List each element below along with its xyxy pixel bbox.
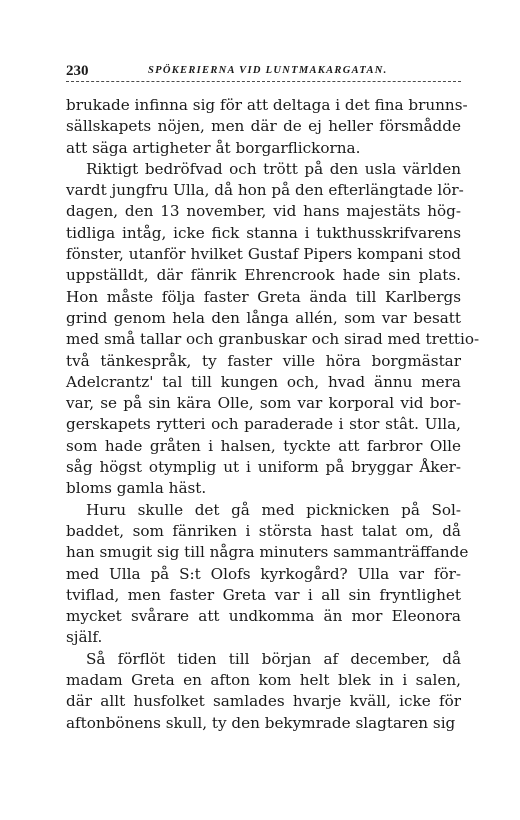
text-line: med små tallar och granbuskar och sirad med trettio- <box>66 330 480 349</box>
text-line: gerskapets rytteri och paraderade i stor stât. Ulla, <box>66 415 461 434</box>
text-line: med Ulla på S:t Olofs kyrkogård? Ulla var för- <box>66 564 461 583</box>
paragraph <box>66 95 468 159</box>
text-line: mycket svårare att undkomma än mor Eleonora <box>66 607 461 626</box>
text-line: aftonbönens skull, ty den bekymrade slagtaren sig <box>66 713 456 732</box>
text-line: baddet, som fänriken i största hast talat om, då <box>66 521 461 540</box>
text-line: dagen, den 13 november, vid hans majestäts hög- <box>66 202 461 221</box>
text-line: där allt husfolket samlades hvarje kväll, icke för <box>66 692 461 711</box>
text-line: Hon måste följa faster Greta ända till Karlbergs <box>66 287 461 306</box>
text-line: Riktigt bedröfvad och trött på den usla världen <box>86 159 461 178</box>
text-line: Adelcrantz' tal till kungen och, hvad ännu mera <box>66 372 461 391</box>
text-line: brukade infinna sig för att deltaga i det fina brunns- <box>66 96 468 114</box>
text-line: själf. <box>66 628 103 647</box>
header-rule <box>66 81 461 82</box>
text-line: madam Greta en afton kom helt blek in i salen, <box>66 671 461 690</box>
body-text <box>66 95 480 734</box>
text-line: vardt jungfru Ulla, då hon på den efterlängtade lör- <box>66 181 464 200</box>
paragraph <box>66 649 461 734</box>
running-title: SPÖKERIERNA VID LUNTMAKARGATAN. <box>148 65 388 76</box>
text-line: fönster, utanför hvilket Gustaf Pipers kompani stod <box>66 245 461 264</box>
text-line: Huru skulle det gå med picknicken på Sol- <box>86 500 461 519</box>
text-line: tviflad, men faster Greta var i all sin fryntlighet <box>66 585 461 604</box>
text-line: var, se på sin kära Olle, som var korporal vid bor- <box>66 394 461 413</box>
text-line: uppställdt, där fänrik Ehrencrook hade sin plats. <box>66 266 461 285</box>
text-line: sällskapets nöjen, men där de ej heller försmådde <box>66 117 461 136</box>
text-line: bloms gamla häst. <box>66 479 207 498</box>
text-line: tidliga intåg, icke fick stanna i tukthusskrifvarens <box>66 223 461 242</box>
text-line: två tänkespråk, ty faster ville höra borgmästar <box>66 351 461 370</box>
text-line: som hade gråten i halsen, tyckte att farbror Olle <box>66 436 461 455</box>
paragraph <box>66 500 469 649</box>
running-head <box>66 60 461 90</box>
text-line: han smugit sig till några minuters sammanträffande <box>66 543 469 562</box>
text-line: grind genom hela den långa allén, som var besatt <box>66 308 461 327</box>
text-line: att säga artigheter åt borgarflickorna. <box>66 138 361 157</box>
text-line: såg högst otymplig ut i uniform på bryggar Åker- <box>66 458 461 477</box>
text-line: Så förflöt tiden till början af december, då <box>86 649 461 668</box>
page-number: 230 <box>66 63 89 79</box>
paragraph <box>66 159 480 500</box>
